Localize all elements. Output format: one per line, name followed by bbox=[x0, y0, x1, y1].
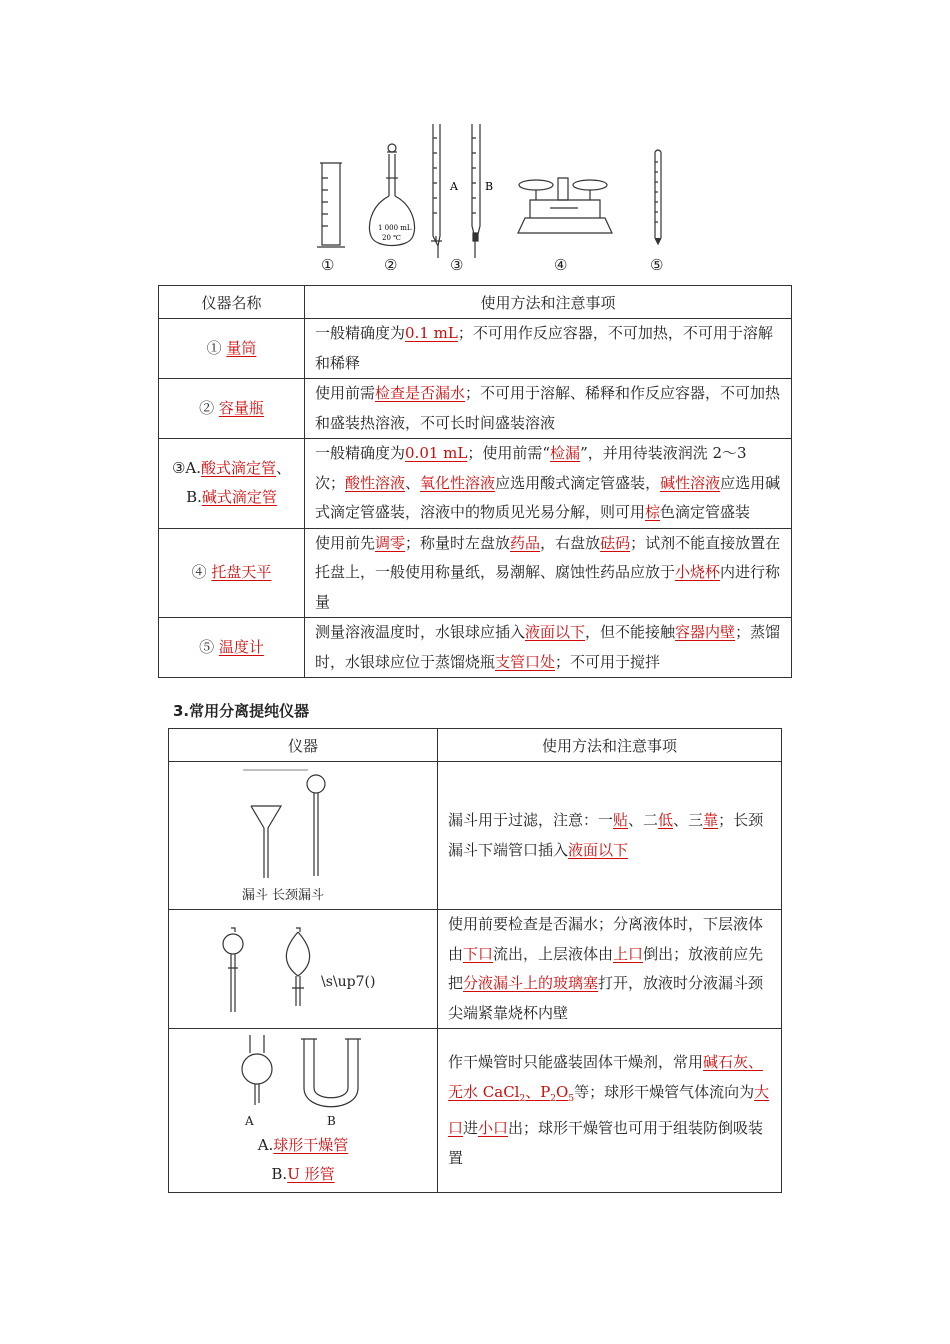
header-usage-notes: 使用方法和注意事项 bbox=[438, 729, 782, 762]
drying-tube-name: A.球形干燥管 bbox=[257, 1135, 349, 1154]
instrument-image-cell bbox=[169, 762, 438, 910]
separatory-funnel-caption: \s\up7() bbox=[321, 974, 376, 990]
measuring-instruments-table bbox=[158, 285, 792, 678]
table-header-row bbox=[159, 286, 792, 319]
u-tube-label-b: B bbox=[327, 1113, 336, 1128]
instrument-cell: ③A.酸式滴定管、B.碱式滴定管 bbox=[159, 439, 305, 529]
figure-label-3: ③ bbox=[450, 256, 464, 274]
table-row bbox=[159, 319, 792, 379]
burette-a-label: A bbox=[450, 180, 458, 193]
instrument-number: ① bbox=[206, 338, 222, 357]
table-row bbox=[159, 528, 792, 618]
table-row bbox=[159, 439, 792, 529]
table-header-row bbox=[169, 729, 782, 762]
header-instrument: 仪器 bbox=[169, 729, 438, 762]
section-title: 3.常用分离提纯仪器 bbox=[173, 702, 310, 720]
usage-cell: 作干燥管时只能盛装固体干燥剂，常用碱石灰、无水 CaCl$_2$、$P_2O_5$等；球形干燥管气体流向为大口进小口出；球形干燥管也可用于组装防倒吸装置 bbox=[438, 1029, 782, 1193]
drying-tube-label-a: A bbox=[245, 1113, 254, 1128]
figure-label-5: ⑤ bbox=[650, 256, 664, 274]
usage-cell: 一般精确度为0.1 mL；不可用作反应容器，不可加热，不可用于溶解和稀释 bbox=[305, 319, 792, 379]
instrument-cell: ⑤ 温度计 bbox=[159, 618, 305, 678]
separation-instruments-table bbox=[168, 728, 782, 1193]
graduated-cylinder-drawing bbox=[317, 163, 345, 247]
instrument-cell bbox=[159, 379, 305, 439]
balance-drawing bbox=[518, 178, 612, 233]
header-usage-notes: 使用方法和注意事项 bbox=[305, 286, 792, 319]
usage-cell: 漏斗用于过滤，注意：一贴、二低、三靠；长颈漏斗下端管口插入液面以下 bbox=[438, 762, 782, 910]
figure-label-1: ① bbox=[321, 256, 335, 274]
instrument-cell bbox=[159, 319, 305, 379]
flask-text-2: 20 ℃ bbox=[382, 234, 401, 242]
table-row bbox=[169, 1029, 782, 1193]
instrument-image-cell bbox=[169, 910, 438, 1029]
funnel-caption: 漏斗 长颈漏斗 bbox=[241, 888, 325, 903]
apparatus-figure bbox=[300, 118, 680, 278]
burette-b-label: B bbox=[485, 180, 494, 193]
instrument-cell: ④ 托盘天平 bbox=[159, 528, 305, 618]
usage-cell: 使用前需检查是否漏水；不可用于溶解、稀释和作反应容器，不可加热和盛装热溶液，不可长时间盛装溶液 bbox=[305, 379, 792, 439]
instrument-name: 容量瓶 bbox=[218, 398, 264, 417]
usage-cell: 使用前先调零；称量时左盘放药品，右盘放砝码；试剂不能直接放置在托盘上，一般使用称量纸，易潮解、腐蚀性药品应放于小烧杯内进行称量 bbox=[305, 528, 792, 618]
table-row bbox=[159, 379, 792, 439]
instrument-number: ② bbox=[199, 398, 215, 417]
table-row bbox=[169, 910, 782, 1029]
funnels-drawing bbox=[233, 768, 373, 888]
instrument-name: 量筒 bbox=[226, 338, 257, 357]
figure-label-4: ④ bbox=[554, 256, 568, 274]
flask-text-1: 1 000 mL bbox=[378, 224, 412, 232]
thermometer-drawing bbox=[655, 150, 661, 244]
table-row bbox=[169, 762, 782, 910]
instrument-image-cell bbox=[169, 1029, 438, 1193]
usage-cell: 测量溶液温度时，水银球应插入液面以下，但不能接触容器内壁；蒸馏时，水银球应位于蒸馏烧瓶支管口处；不可用于搅拌 bbox=[305, 618, 792, 678]
figure-label-2: ② bbox=[384, 256, 398, 274]
usage-cell: 一般精确度为0.01 mL；使用前需“检漏”，并用待装液润洗 2～3 次；酸性溶液、氧化性溶液应选用酸式滴定管盛装，碱性溶液应选用碱式滴定管盛装，溶液中的物质见光易分解，则可用棕色滴定管盛装 bbox=[305, 439, 792, 529]
header-instrument-name: 仪器名称 bbox=[159, 286, 305, 319]
u-tube-name: B.U 形管 bbox=[271, 1164, 335, 1183]
separatory-funnels-drawing bbox=[208, 924, 338, 1014]
table-row bbox=[159, 618, 792, 678]
drying-tubes-drawing bbox=[228, 1033, 378, 1131]
usage-cell: 使用前要检查是否漏水；分离液体时，下层液体由下口流出，上层液体由上口倒出；放液前应先把分液漏斗上的玻璃塞打开，放液时分液漏斗颈尖端紧靠烧杯内壁 bbox=[438, 910, 782, 1029]
